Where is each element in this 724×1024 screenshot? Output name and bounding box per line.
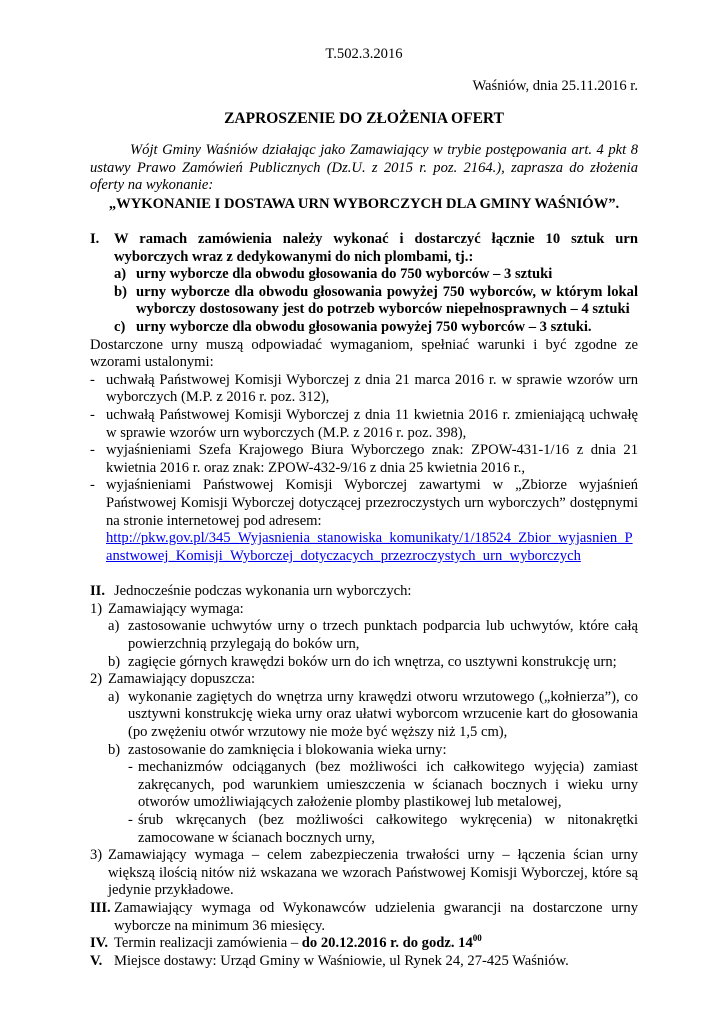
deadline-minutes: 00	[472, 933, 482, 944]
requirement-item: - wyjaśnieniami Szefa Krajowego Biura Wyborczego znak: ZPOW-431-1/16 z dnia 21 kwietnia 2016 r. oraz znak: ZPOW-432-9/16 z dnia 25 kwietnia 2016 r.,	[90, 442, 638, 476]
section-5: V. Miejsce dostawy: Urząd Gminy w Waśniowie, ul Rynek 24, 27-425 Waśniów.	[90, 952, 569, 969]
document-body	[90, 231, 638, 970]
intro-paragraph	[90, 142, 638, 195]
place-and-date: Waśniów, dnia 25.11.2016 r.	[472, 78, 638, 94]
requirement-item: - uchwałą Państwowej Komisji Wyborczej z dnia 11 kwietnia 2016 r. zmieniającą uchwałę w sprawie wzorów urn wyborczych (M.P. z 2016 r. poz. 398),	[90, 406, 638, 441]
requirement-item: - uchwałą Państwowej Komisji Wyborczej z dnia 21 marca 2016 r. w sprawie wzorów urn wyborczych (M.P. z 2016 r. poz. 312),	[90, 371, 638, 406]
pkw-link-container	[90, 530, 638, 565]
section-2-point-2-b: b) zastosowanie do zamknięcia i blokowania wieka urny:	[108, 741, 447, 758]
section-4: IV. Termin realizacji zamówienia – do 20.12.2016 r. do godz. $14^{00}$	[90, 933, 482, 952]
section-4-text: Termin realizacji zamówienia –	[114, 935, 302, 952]
pkw-link[interactable]: http://pkw.gov.pl/345_Wyjasnienia_stanowiska_komunikaty/1/18524_Zbior_wyjasnien_Panstwowej_Komisji_Wyborczej_dotyczacych_przezroczystych_urn_wyborczych	[106, 530, 633, 564]
section-1-item-a: a) urny wyborcze dla obwodu głosowania do 750 wyborców – 3 sztuki	[114, 266, 553, 283]
section-2-point-2: 2) Zamawiający dopuszcza:	[90, 671, 256, 688]
section-1-item-c: c) urny wyborcze dla obwodu głosowania powyżej 750 wyborców – 3 sztuki.	[114, 318, 592, 335]
reference-number: T.502.3.2016	[325, 46, 403, 62]
section-2-point-1-a: a) zastosowanie uchwytów urny o trzech punktach podparcia lub uchwytów, które całą powierzchnią przylegają do boków urn,	[108, 618, 638, 653]
section-2: II. Jednocześnie podczas wykonania urn wyborczych:	[90, 583, 412, 600]
section-1-text: W ramach zamówienia należy wykonać i dostarczyć łącznie 10 sztuk urn wyborczych wraz z dedykowanymi do nich plombami, tj.:	[114, 231, 638, 265]
intro-text: Wójt Gminy Waśniów działając jako Zamawiający w trybie postępowania art. 4 pkt 8 ustawy Prawo Zamówień Publicznych (Dz.U. z 2015 r. poz. 2164.), zaprasza do złożenia oferty na wykonanie:	[90, 142, 638, 194]
section-1-item-b: b) urny wyborcze dla obwodu głosowania powyżej 750 wyborców, w którym lokal wyborczy dostosowany jest do potrzeb wyborców niepełnosprawnych – 4 sztuki	[114, 283, 638, 318]
section-2-point-1-b: b) zagięcie górnych krawędzi boków urn do ich wnętrza, co usztywni konstrukcję urn;	[108, 653, 617, 670]
order-subject: „WYKONANIE I DOSTAWA URN WYBORCZYCH DLA GMINY WAŚNIÓW”.	[108, 196, 620, 212]
section-1	[90, 231, 638, 266]
section-2-point-2-a: a) wykonanie zagiętych do wnętrza urny krawędzi otworu wrzutowego („kołnierza”), co usztywni konstrukcję wieka urny oraz ułatwi wyborcom wrzucenie kart do głosowania (po zwężeniu otwór wrzutowy nie może być węższy niż 1,5 cm),	[108, 688, 638, 741]
section-2-point-3: 3) Zamawiający wymaga – celem zabezpieczenia trwałości urny – łączenia ścian urny większą ilością nitów niż wskazana we wzorach Państwowej Komisji Wyborczej, które są jedynie przykładowe.	[90, 847, 638, 899]
requirement-item: - wyjaśnieniami Państwowej Komisji Wyborczej zawartymi w „Zbiorze wyjaśnień Państwowej Komisji Wyborczej dotyczącej przezroczystych urn wyborczych” dostępnymi na stronie internetowej pod adresem:	[90, 477, 638, 529]
section-2-point-1: 1) Zamawiający wymaga:	[90, 600, 244, 617]
document-title: ZAPROSZENIE DO ZŁOŻENIA OFERT	[224, 110, 504, 127]
section-2-point-2-b-dash-1: - mechanizmów odciąganych (bez możliwości ich całkowitego wyjęcia) zamiast zakręcanych, pod warunkiem umieszczenia w ścianach bocznych i wieku urny otworów umożliwiających założenie plomby plastikowej lub metalowej,	[128, 759, 638, 811]
section-1-label: I.	[90, 231, 100, 247]
section-3: III. Zamawiający wymaga od Wykonawców udzielenia gwarancji na dostarczone urny wyborcze na minimum 36 miesięcy.	[90, 899, 638, 934]
requirements-intro: Dostarczone urny muszą odpowiadać wymaganiom, spełniać warunki i być zgodne ze wzorami ustalonymi:	[90, 336, 638, 371]
deadline: do 20.12.2016 r. do godz. 14	[301, 935, 473, 952]
spacer	[90, 565, 638, 583]
section-2-point-2-b-dash-2: - śrub wkręcanych (bez możliwości całkowitego wykręcenia) w nitonakrętki zamocowane w ścianach bocznych urny,	[128, 812, 638, 846]
